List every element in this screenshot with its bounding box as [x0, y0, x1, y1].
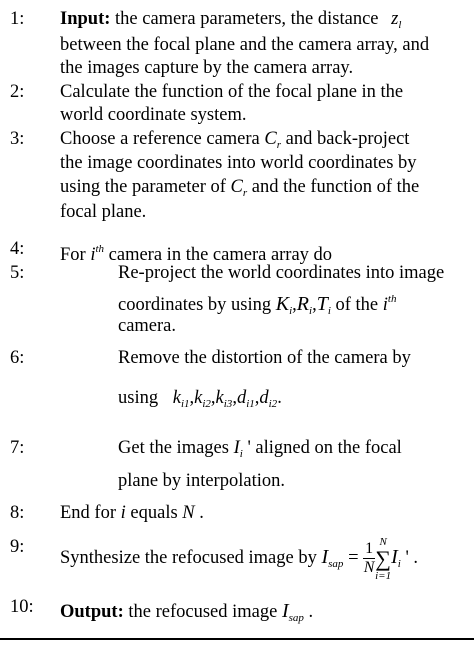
step-9-line-1: Synthesize the refocused image by $I_{sap}$ = $\frac{1}{N}$ N ∑ i=1 $I_i$ ' .	[60, 535, 419, 582]
step-number-6: 6:	[10, 348, 25, 368]
step-number-4: 4:	[10, 239, 25, 259]
step-3-line-4: focal plane.	[60, 202, 147, 222]
step-1-line-2: between the focal plane and the camera array, and	[60, 35, 430, 55]
step-1-line-1: Input: the camera parameters, the distance $z_l$	[60, 9, 402, 31]
step-number-2: 2:	[10, 82, 25, 102]
step-3-line-3: using the parameter of $C_r$ and the function of the	[60, 177, 420, 199]
step-3-line-1: Choose a reference camera $C_r$ and back-project	[60, 129, 410, 151]
step-2-line-2: world coordinate system.	[60, 105, 247, 125]
step-4-line-1: For $i^{th}$ camera in the camera array do	[60, 243, 333, 265]
step-2-line-1: Calculate the function of the focal plane in the	[60, 82, 404, 102]
output-label: Output:	[60, 602, 124, 622]
step-8-line-1: End for i equals N .	[60, 503, 204, 523]
step-6-line-1: Remove the distortion of the camera by	[118, 348, 411, 368]
step-number-1: 1:	[10, 9, 25, 29]
bottom-rule	[0, 638, 474, 640]
step-number-9: 9:	[10, 537, 25, 557]
step-5-line-2: coordinates by using $K_i,R_i,T_i$ of the $i^{th}$	[118, 293, 397, 317]
fraction-one-over-n: $\frac{1}{N}$	[363, 540, 375, 577]
step-7-line-2: plane by interpolation.	[118, 471, 285, 491]
step-number-8: 8:	[10, 503, 25, 523]
summation-symbol: N ∑ i=1	[375, 535, 392, 582]
step-10-line-1: Output: the refocused image $I_{sap}$ .	[60, 600, 314, 624]
step-number-5: 5:	[10, 263, 25, 283]
step-number-3: 3:	[10, 129, 25, 149]
step-3-line-2: the image coordinates into world coordinates by	[60, 153, 417, 173]
step-number-7: 7:	[10, 438, 25, 458]
step-6-line-2: using $k_{i1},k_{i2},k_{i3},d_{i1},d_{i2}$.	[118, 388, 282, 410]
step-1-line-3: the images capture by the camera array.	[60, 58, 354, 78]
step-5-line-3: camera.	[118, 316, 177, 336]
step-number-10: 10:	[10, 597, 34, 617]
step-5-line-1: Re-project the world coordinates into image	[118, 263, 445, 283]
input-label: Input:	[60, 9, 111, 29]
step-7-line-1: Get the images $I_i$ ' aligned on the focal	[118, 438, 402, 460]
